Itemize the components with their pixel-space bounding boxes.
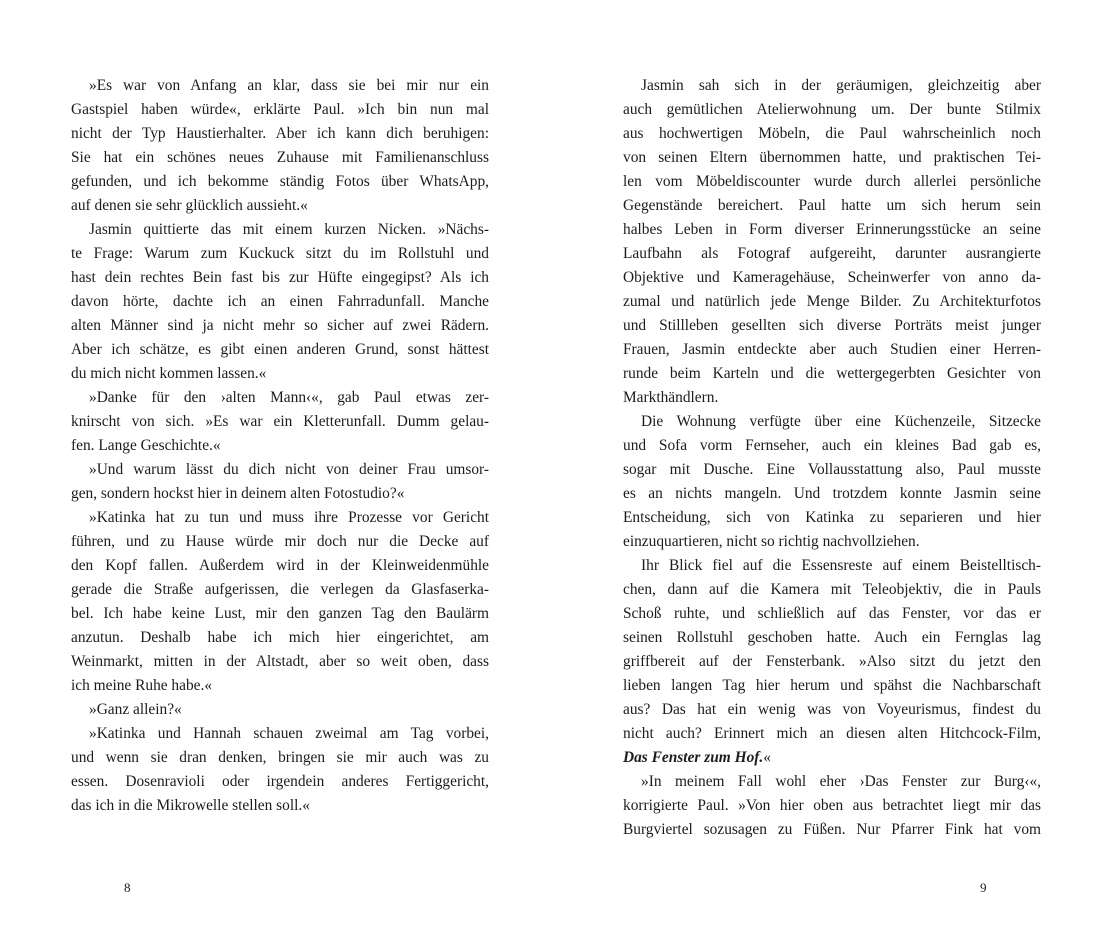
text-line: Markthändlern. (623, 389, 719, 406)
text-line: seinen Rollstuhl geschoben hatte. Auch ein Fernglas lag (623, 629, 1041, 646)
text-line: gefunden, und ich bekomme ständig Fotos über WhatsApp, (71, 173, 489, 190)
text-line: »Es war von Anfang an klar, dass sie bei mir nur ein (89, 77, 489, 94)
text-line: »Danke für den ›alten Mann‹«, gab Paul etwas zer- (89, 389, 489, 406)
text-line: Die Wohnung verfügte über eine Küchenzeile, Sitzecke (641, 413, 1041, 430)
text-line: Jasmin quittierte das mit einem kurzen Nicken. »Nächs- (89, 221, 489, 238)
text-line: len vom Möbeldiscounter wurde durch allerlei persönliche (623, 173, 1041, 190)
text-line: Frauen, Jasmin entdeckte aber auch Studien einer Herren- (623, 341, 1041, 358)
text-line: davon hörte, dachte ich an einen Fahrradunfall. Manche (71, 293, 489, 310)
text-line: Weinmarkt, mitten in der Altstadt, aber so weit oben, dass (71, 653, 489, 670)
text-line: gerade die Straße aufgerissen, die verlegen da Glasfaserka- (71, 581, 489, 598)
left-page-body (71, 74, 489, 818)
text-line: ich meine Ruhe habe.« (71, 677, 213, 694)
text-line: Sie hat ein schönes neues Zuhause mit Familienanschluss (71, 149, 489, 166)
right-page-number: 9 (980, 880, 987, 895)
text-line: Laufbahn als Fotograf aufgereiht, darunter ausrangierte (623, 245, 1041, 262)
text-line: das ich in die Mikrowelle stellen soll.« (71, 797, 310, 814)
text-line: Aber ich schätze, es gibt einen anderen Grund, sonst hättest (71, 341, 489, 358)
text-line: knirscht von sich. »Es war ein Kletterunfall. Dumm gelau- (71, 413, 489, 430)
text-line: »Und warum lässt du dich nicht von deiner Frau umsor- (89, 461, 489, 478)
text-line: »Katinka hat zu tun und muss ihre Prozesse vor Gericht (89, 509, 489, 526)
text-line: Gegenstände bereichert. Paul hatte um sich herum sein (623, 197, 1041, 214)
text-line: du mich nicht kommen lassen.« (71, 365, 267, 382)
text-line: anzutun. Deshalb habe ich mich hier eingerichtet, am (71, 629, 489, 646)
left-page-number: 8 (124, 880, 131, 895)
text-line: runde beim Karteln und die wettergegerbten Gesichter von (623, 365, 1041, 382)
text-line: Entscheidung, sich von Katinka zu separieren und hier (623, 509, 1041, 526)
text-line: essen. Dosenravioli oder irgendein anderes Fertiggericht, (71, 773, 489, 790)
text-line: alten Männer sind ja nicht mehr so sicher auf zwei Rädern. (71, 317, 489, 334)
closing-quote: « (763, 749, 771, 766)
text-line: fen. Lange Geschichte.« (71, 437, 221, 454)
text-line: nicht der Typ Haustierhalter. Aber ich kann dich beruhigen: (71, 125, 489, 142)
text-line: chen, dann auf die Kamera mit Teleobjektiv, die in Pauls (623, 581, 1041, 598)
text-line: nicht auch? Erinnert mich an diesen alten Hitchcock-Film, (623, 725, 1041, 742)
text-line: lieben langen Tag hier herum und spähst die Nachbarschaft (623, 677, 1041, 694)
text-line: und Stillleben gesellten sich diverse Porträts meist junger (623, 317, 1041, 334)
text-line: hast dein rechtes Bein fast bis zur Hüfte eingegipst? Als ich (71, 269, 489, 286)
right-page-body (623, 74, 1041, 842)
text-line: »Ganz allein?« (89, 701, 182, 718)
text-line: Objektive und Kameragehäuse, Scheinwerfer von anno da- (623, 269, 1041, 286)
text-line: korrigierte Paul. »Von hier oben aus betrachtet liegt mir das (623, 797, 1041, 814)
text-line: »Katinka und Hannah schauen zweimal am Tag vorbei, (89, 725, 489, 742)
text-line: zumal und natürlich jede Menge Bilder. Zu Architekturfotos (623, 293, 1041, 310)
text-line: einzuquartieren, nicht so richtig nachvollziehen. (623, 533, 920, 550)
text-line: den Kopf fallen. Außerdem wird in der Kleinweidenmühle (71, 557, 489, 574)
text-line: Ihr Blick fiel auf die Essensreste auf einem Beistelltisch- (641, 557, 1041, 574)
text-line: auf denen sie sehr glücklich aussieht.« (71, 197, 308, 214)
text-line: Schoß ruhte, und schließlich auf das Fenster, vor das er (623, 605, 1041, 622)
italic-title: Das Fenster zum Hof. (623, 749, 764, 766)
text-line: auch gemütlichen Atelierwohnung um. Der bunte Stilmix (623, 101, 1041, 118)
text-line: sogar mit Dusche. Eine Vollausstattung also, Paul musste (623, 461, 1041, 478)
text-line: aus? Das hat ein wenig was von Voyeurismus, findest du (623, 701, 1041, 718)
text-line: »In meinem Fall wohl eher ›Das Fenster zur Burg‹«, (641, 773, 1041, 790)
text-line: Jasmin sah sich in der geräumigen, gleichzeitig aber (641, 77, 1041, 94)
text-line: bel. Ich habe keine Lust, mir den ganzen Tag den Baulärm (71, 605, 489, 622)
text-line: gen, sondern hockst hier in deinem alten Fotostudio?« (71, 485, 405, 502)
text-line: Burgviertel sozusagen zu Füßen. Nur Pfarrer Fink hat vom (623, 821, 1041, 838)
text-line: von seinen Eltern übernommen hatte, und praktischen Tei- (623, 149, 1041, 166)
text-line: halbes Leben in Form diverser Erinnerungsstücke an seine (623, 221, 1041, 238)
text-line: aus hochwertigen Möbeln, die Paul wahrscheinlich noch (623, 125, 1041, 142)
text-line: es an nichts mangeln. Und trotzdem konnte Jasmin seine (623, 485, 1041, 502)
text-line: Gastspiel haben würde«, erklärte Paul. »Ich bin nun mal (71, 101, 489, 118)
text-line: führen, und zu Hause würde mir doch nur die Decke auf (71, 533, 489, 550)
text-line: und wenn sie dran denken, bringen sie mir auch was zu (71, 749, 489, 766)
text-line: griffbereit auf der Fensterbank. »Also sitzt du jetzt den (623, 653, 1041, 670)
text-line (623, 746, 1041, 770)
text-line: und Sofa vorm Fernseher, auch ein kleines Bad gab es, (623, 437, 1041, 454)
text-line: te Frage: Warum zum Kuckuck sitzt du im Rollstuhl und (71, 245, 489, 262)
